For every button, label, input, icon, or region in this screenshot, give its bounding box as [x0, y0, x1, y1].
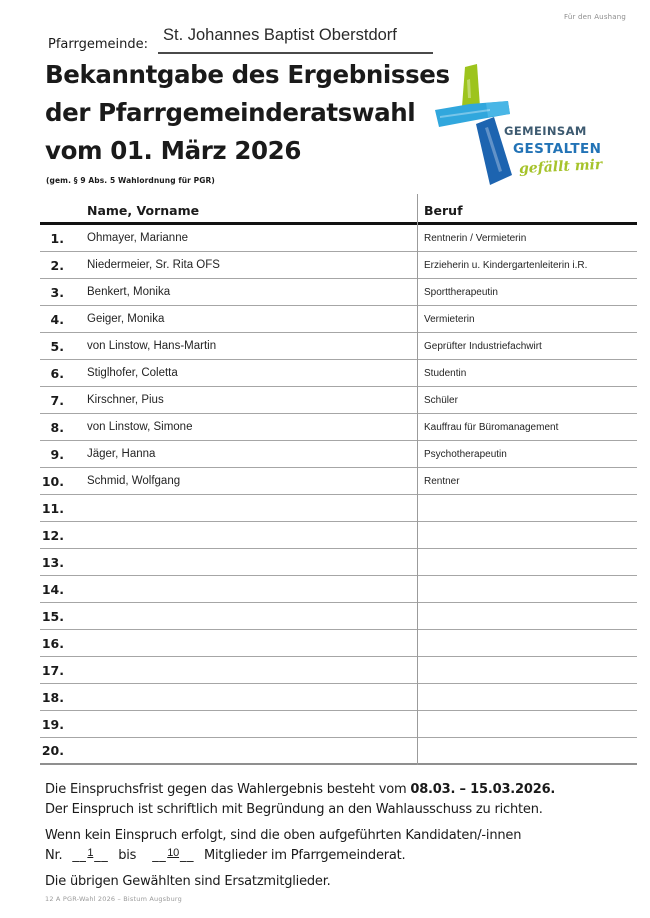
table-row [40, 711, 637, 738]
objection-dates: 08.03. – 15.03.2026. [410, 782, 556, 797]
objection-period-paragraph [45, 780, 625, 819]
bis-label: bis [118, 847, 137, 863]
gemeinsam-gestalten-logo [430, 58, 648, 200]
candidate-name: Niedermeier, Sr. Rita OFS [87, 259, 220, 271]
membership-paragraph [45, 826, 625, 866]
row-number: 5. [50, 338, 64, 354]
member-to-value: 10 [167, 846, 180, 859]
nr-label: Nr. [45, 847, 63, 863]
row-number: 10. [41, 473, 64, 489]
candidate-profession: Kauffrau für Büromanagement [424, 421, 559, 433]
logo-text-gefaellt-mir: gefällt mir [518, 156, 603, 178]
row-number: 12. [41, 527, 64, 543]
candidate-profession: Schüler [424, 394, 458, 406]
pfarrgemeinde-label: Pfarrgemeinde: [48, 37, 149, 52]
candidate-profession: Geprüfter Industriefachwirt [424, 340, 542, 352]
page-title-line2: der Pfarrgemeinderatswahl [45, 98, 416, 127]
candidate-profession: Erzieherin u. Kindergartenleiterin i.R. [424, 259, 588, 271]
candidate-profession: Rentnerin / Vermieterin [424, 232, 527, 244]
page-title [45, 56, 450, 170]
row-number: 4. [50, 311, 64, 327]
row-number: 2. [50, 257, 64, 273]
row-number: 1. [50, 230, 64, 246]
page-title-line1: Bekanntgabe des Ergebnisses [45, 60, 450, 89]
candidate-profession: Rentner [424, 475, 460, 487]
table-row [40, 522, 637, 549]
row-number: 18. [41, 689, 64, 705]
no-objection-text: Wenn kein Einspruch erfolgt, sind die oben aufgeführten Kandidaten/-innen [45, 828, 522, 843]
aushang-note: Für den Aushang [564, 13, 627, 21]
members-text: Mitglieder im Pfarrgemeinderat. [203, 847, 406, 863]
column-divider [417, 194, 418, 765]
candidate-profession: Sporttherapeutin [424, 286, 498, 298]
table-row [40, 387, 637, 414]
table-row [40, 495, 637, 522]
row-number: 6. [50, 365, 64, 381]
table-row [40, 225, 637, 252]
candidate-name: Ohmayer, Marianne [87, 232, 188, 244]
candidate-name: Geiger, Monika [87, 313, 165, 325]
table-row [40, 630, 637, 657]
legal-subtitle: (gem. § 9 Abs. 5 Wahlordnung für PGR) [46, 176, 215, 185]
substitutes-paragraph: Die übrigen Gewählten sind Ersatzmitglieder. [45, 874, 331, 889]
table-row [40, 252, 637, 279]
row-number: 13. [41, 554, 64, 570]
row-number: 15. [41, 608, 64, 624]
pfarrgemeinde-value: St. Johannes Baptist Oberstdorf [158, 26, 433, 54]
table-body [40, 225, 637, 765]
table-row [40, 306, 637, 333]
row-number: 11. [41, 500, 64, 516]
results-table [40, 194, 637, 765]
row-number: 9. [50, 446, 64, 462]
row-number: 19. [41, 716, 64, 732]
table-row [40, 684, 637, 711]
member-from-blank: __$^1$__ [72, 846, 109, 863]
header-beruf-col: Beruf [424, 203, 463, 218]
form-code: 12 A PGR-Wahl 2026 – Bistum Augsburg [45, 895, 182, 903]
table-row [40, 333, 637, 360]
table-row [40, 468, 637, 495]
candidate-name: Schmid, Wolfgang [87, 475, 181, 487]
table-row [40, 657, 637, 684]
candidate-name: Benkert, Monika [87, 286, 171, 298]
table-row [40, 549, 637, 576]
logo-text-gestalten: GESTALTEN [513, 141, 602, 157]
page-title-line3: vom 01. März 2026 [45, 136, 301, 165]
row-number: 7. [50, 392, 64, 408]
header-name-col: Name, Vorname [87, 203, 200, 218]
member-from-value: 1 [87, 846, 94, 859]
objection-text: Die Einspruchsfrist gegen das Wahlergebnis besteht vom [45, 782, 411, 797]
table-row [40, 576, 637, 603]
candidate-profession: Psychotherapeutin [424, 448, 507, 460]
candidate-name: Jäger, Hanna [87, 448, 156, 460]
row-number: 16. [41, 635, 64, 651]
row-number: 17. [41, 662, 64, 678]
table-row [40, 738, 637, 765]
candidate-profession: Vermieterin [424, 313, 475, 325]
candidate-name: Kirschner, Pius [87, 394, 164, 406]
row-number: 14. [41, 581, 64, 597]
row-number: 20. [41, 743, 64, 758]
candidate-profession: Studentin [424, 367, 467, 379]
candidate-name: Stiglhofer, Coletta [87, 367, 178, 379]
row-number: 8. [50, 419, 64, 435]
table-row [40, 441, 637, 468]
table-row [40, 603, 637, 630]
member-to-blank: __$^{10}$__ [152, 846, 195, 863]
table-row [40, 360, 637, 387]
candidate-name: von Linstow, Simone [87, 421, 193, 433]
objection-text-line2: Der Einspruch ist schriftlich mit Begründung an den Wahlausschuss zu richten. [45, 801, 543, 817]
row-number: 3. [50, 284, 64, 300]
candidate-name: von Linstow, Hans-Martin [87, 340, 217, 352]
table-row [40, 414, 637, 441]
logo-text-gemeinsam: GEMEINSAM [504, 124, 587, 138]
table-header-row [40, 194, 637, 225]
table-row [40, 279, 637, 306]
